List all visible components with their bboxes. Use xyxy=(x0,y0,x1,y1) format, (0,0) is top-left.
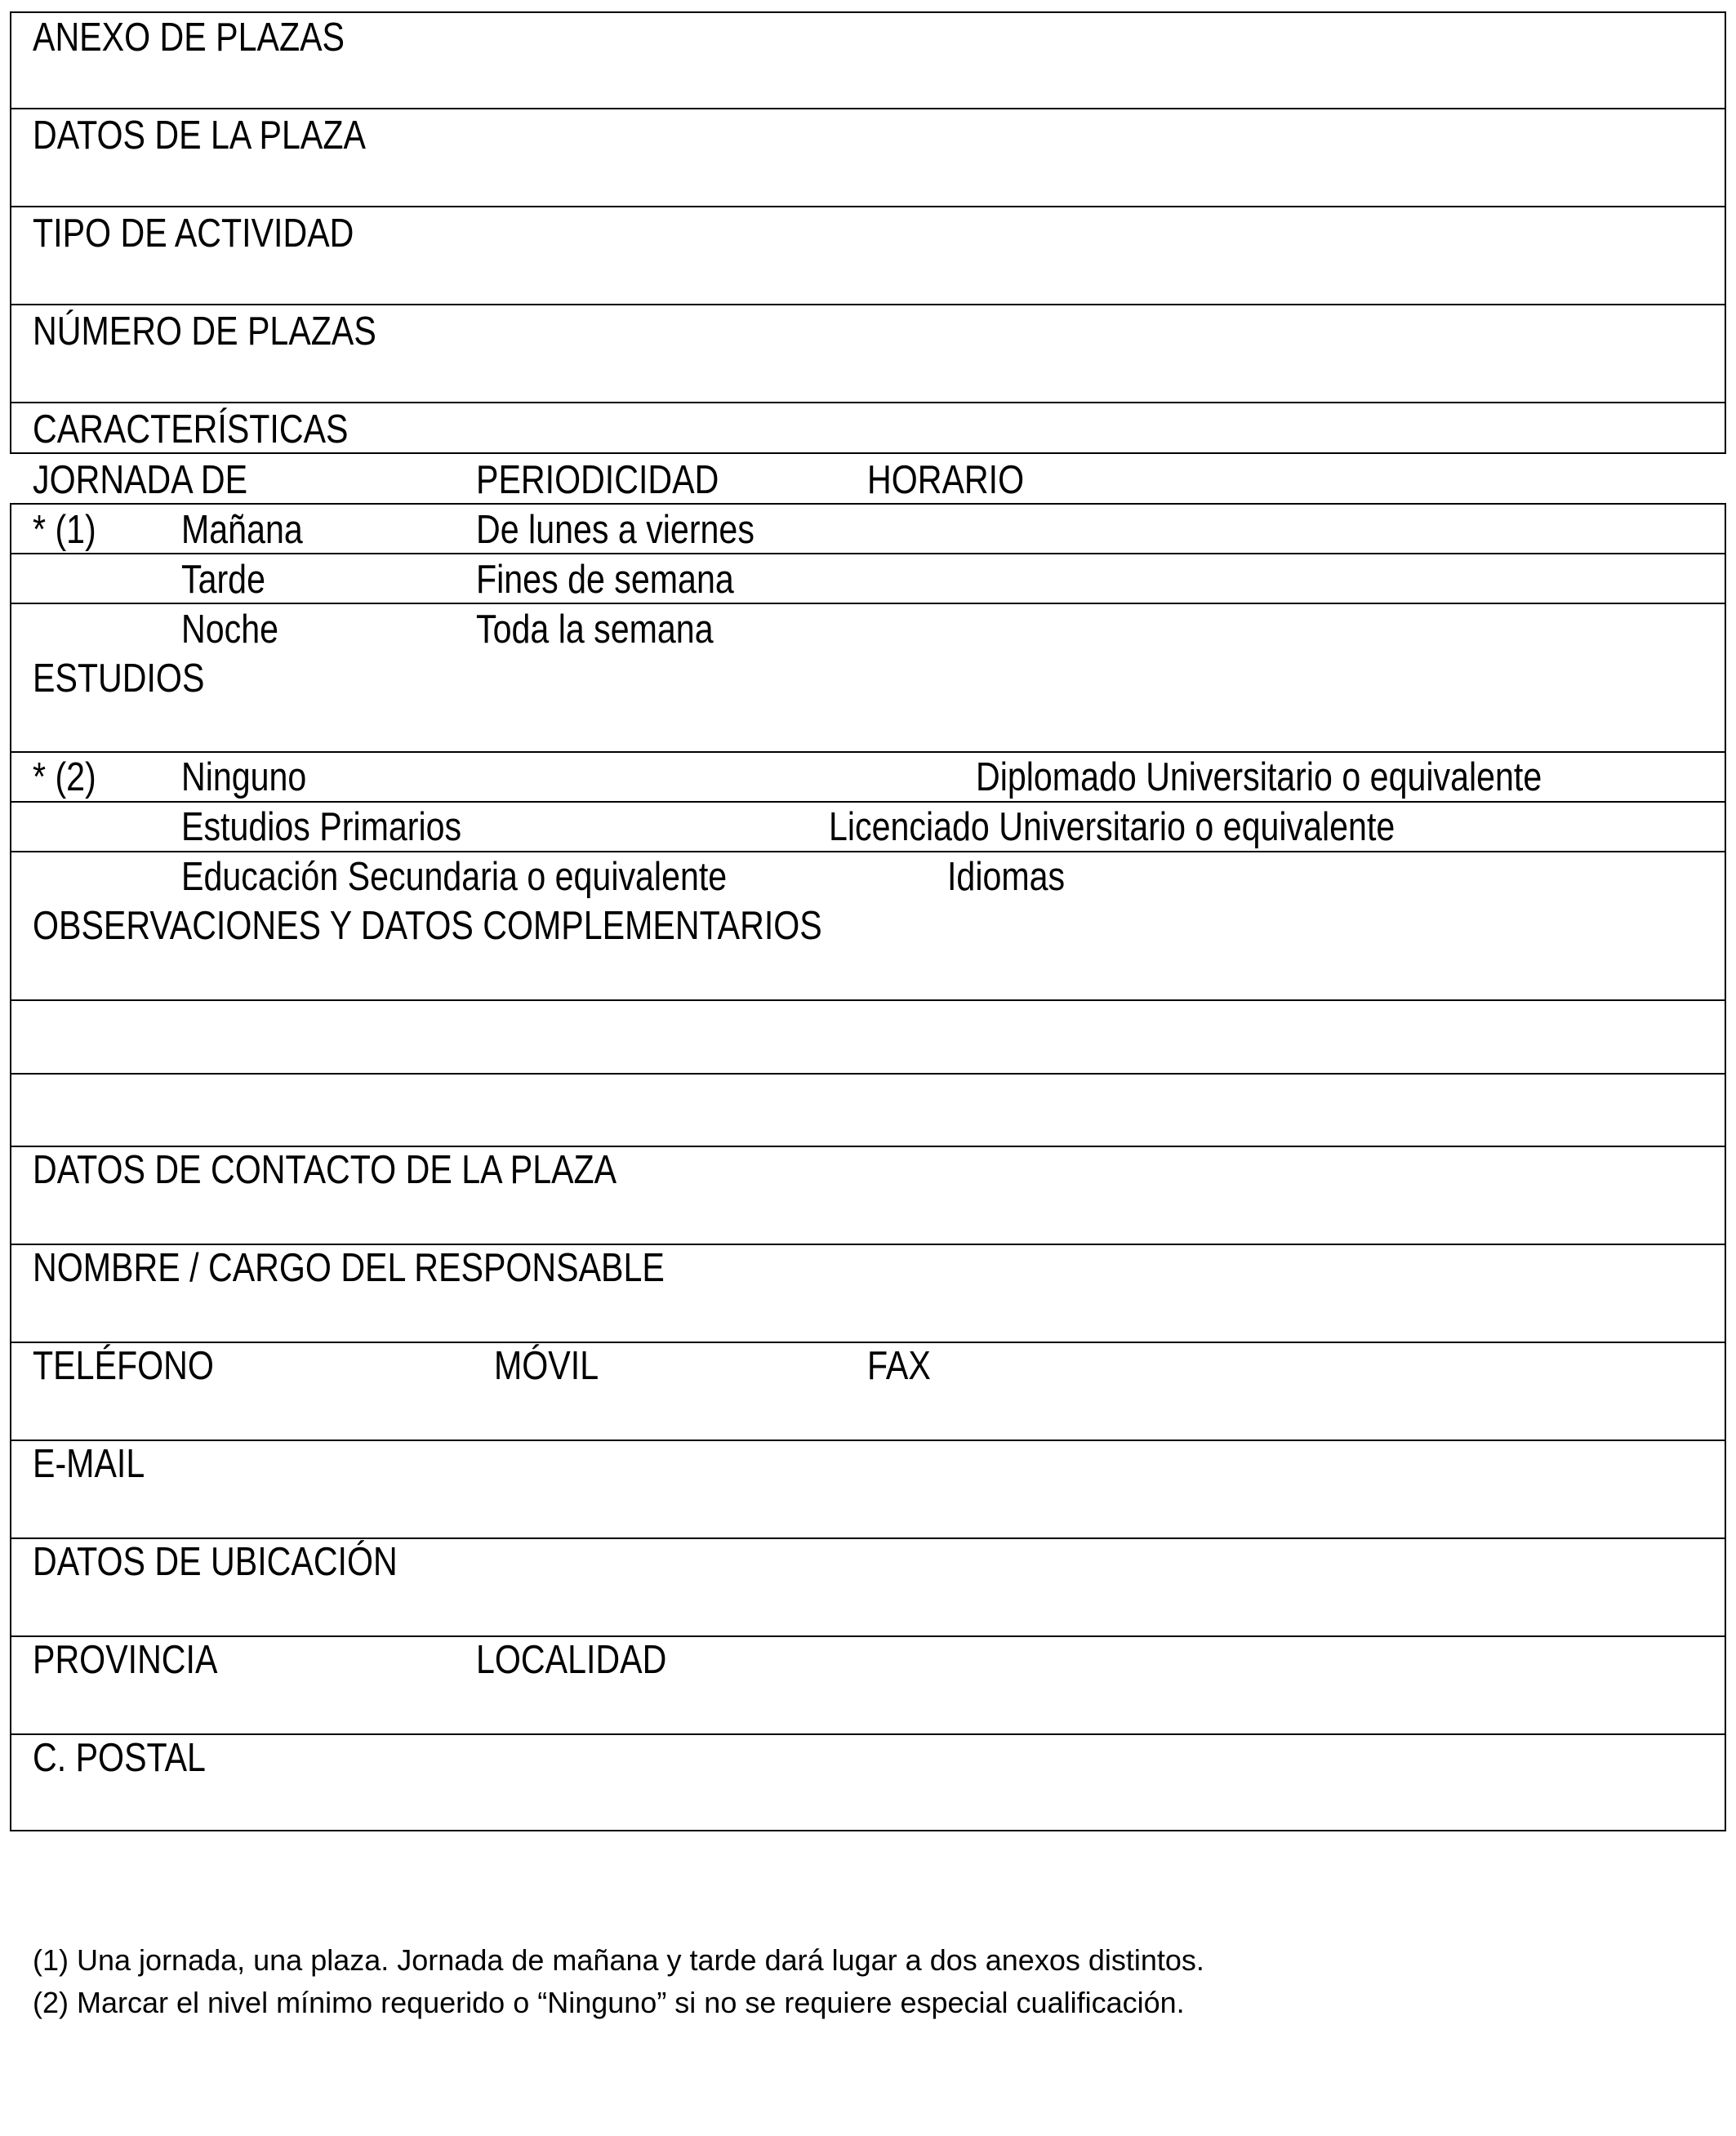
row-divider xyxy=(10,603,1726,604)
periodicidad-header: PERIODICIDAD xyxy=(476,458,719,502)
observaciones-blank-line-1[interactable] xyxy=(11,1001,1725,1071)
estudios-option-idiomas[interactable]: Idiomas xyxy=(947,855,1066,899)
periodicidad-option-fines-semana[interactable]: Fines de semana xyxy=(476,558,734,602)
codigo-postal-field[interactable]: C. POSTAL xyxy=(33,1736,206,1780)
jornada-note-marker: * (1) xyxy=(33,508,96,552)
estudios-option-primarios[interactable]: Estudios Primarios xyxy=(181,805,462,849)
row-divider xyxy=(10,1635,1726,1637)
row-divider xyxy=(10,851,1726,852)
row-divider xyxy=(10,1440,1726,1441)
row-divider xyxy=(10,553,1726,554)
telefono-field[interactable]: TELÉFONO xyxy=(33,1344,214,1388)
provincia-field[interactable]: PROVINCIA xyxy=(33,1638,218,1682)
footnote-1: (1) Una jornada, una plaza. Jornada de mañana y tarde dará lugar a dos anexos distintos. xyxy=(33,1943,1204,1977)
email-field[interactable]: E-MAIL xyxy=(33,1442,145,1486)
estudios-option-secundaria[interactable]: Educación Secundaria o equivalente xyxy=(181,855,728,899)
row-divider xyxy=(10,801,1726,803)
row-divider xyxy=(10,206,1726,207)
estudios-label: ESTUDIOS xyxy=(33,656,205,701)
row-divider xyxy=(10,108,1726,109)
numero-de-plazas-field[interactable]: NÚMERO DE PLAZAS xyxy=(33,309,376,354)
tipo-de-actividad-field[interactable]: TIPO DE ACTIVIDAD xyxy=(33,211,354,256)
jornada-option-tarde[interactable]: Tarde xyxy=(181,558,265,602)
periodicidad-option-toda-semana[interactable]: Toda la semana xyxy=(476,607,714,652)
jornada-option-noche[interactable]: Noche xyxy=(181,607,278,652)
observaciones-label: OBSERVACIONES Y DATOS COMPLEMENTARIOS xyxy=(33,904,822,948)
horario-header: HORARIO xyxy=(867,458,1025,502)
datos-de-la-plaza-label: DATOS DE LA PLAZA xyxy=(33,113,366,158)
datos-de-contacto-label: DATOS DE CONTACTO DE LA PLAZA xyxy=(33,1148,617,1192)
row-divider xyxy=(10,304,1726,305)
jornada-option-manana[interactable]: Mañana xyxy=(181,508,303,552)
periodicidad-option-lunes-viernes[interactable]: De lunes a viernes xyxy=(476,508,754,552)
footnote-2: (2) Marcar el nivel mínimo requerido o “Ninguno” si no se requiere especial cualificación. xyxy=(33,1986,1185,2019)
estudios-note-marker: * (2) xyxy=(33,755,96,799)
jornada-header: JORNADA DE xyxy=(33,458,248,502)
observaciones-blank-line-2[interactable] xyxy=(11,1075,1725,1144)
movil-field[interactable]: MÓVIL xyxy=(494,1344,599,1388)
estudios-option-licenciado[interactable]: Licenciado Universitario o equivalente xyxy=(829,805,1395,849)
row-divider xyxy=(10,1733,1726,1735)
datos-de-ubicacion-label: DATOS DE UBICACIÓN xyxy=(33,1540,398,1584)
fax-field[interactable]: FAX xyxy=(867,1344,931,1388)
estudios-option-ninguno[interactable]: Ninguno xyxy=(181,755,307,799)
row-divider xyxy=(10,402,1726,403)
anexo-de-plazas-label: ANEXO DE PLAZAS xyxy=(33,16,345,60)
caracteristicas-label: CARACTERÍSTICAS xyxy=(33,407,349,452)
nombre-cargo-field[interactable]: NOMBRE / CARGO DEL RESPONSABLE xyxy=(33,1246,665,1290)
estudios-option-diplomado[interactable]: Diplomado Universitario o equivalente xyxy=(976,755,1542,799)
row-divider xyxy=(10,751,1726,753)
localidad-field[interactable]: LOCALIDAD xyxy=(476,1638,667,1682)
